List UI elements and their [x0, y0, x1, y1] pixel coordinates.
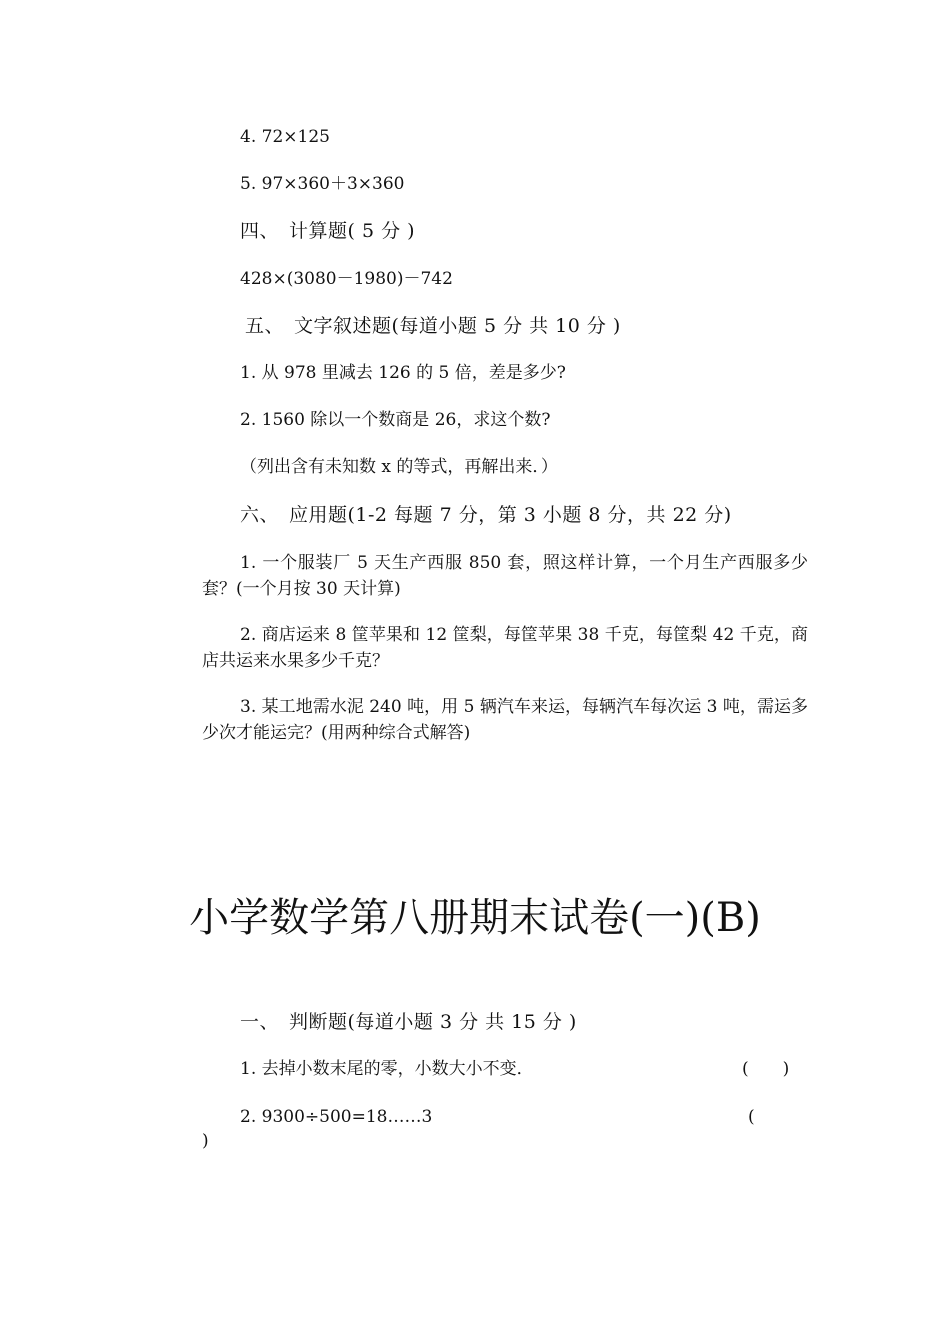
- question-5: 5. 97×360＋3×360: [240, 174, 405, 194]
- answer-bracket-close: ): [202, 1131, 209, 1151]
- section-5-question-1: 1. 从 978 里减去 126 的 5 倍，差是多少?: [240, 363, 566, 383]
- question-4: 4. 72×125: [240, 127, 330, 147]
- judgment-question-2: 2. 9300÷500=18……3: [240, 1107, 433, 1127]
- answer-bracket: ( ): [742, 1059, 790, 1079]
- answer-bracket-open: (: [748, 1107, 755, 1127]
- section-5-question-2: 2. 1560 除以一个数商是 26，求这个数?: [240, 410, 551, 430]
- section-6-question-2: 2. 商店运来 8 筐苹果和 12 筐梨，每筐苹果 38 千克，每筐梨 42 千克，商店共运来水果多少千克？: [202, 625, 808, 671]
- section-5-note: （列出含有未知数 x 的等式，再解出来．）: [240, 457, 558, 477]
- section-6-heading: 六、 应用题(1-2 每题 7 分，第 3 小题 8 分，共 22 分): [240, 504, 732, 526]
- section-5-heading: 五、 文字叙述题(每道小题 5 分 共 10 分 ): [245, 315, 621, 337]
- judgment-question-1: 1. 去掉小数末尾的零，小数大小不变．: [240, 1059, 534, 1079]
- section-4-expression: 428×(3080－1980)－742: [240, 269, 453, 289]
- exam-title: 小学数学第八册期末试卷(一)(B): [189, 895, 761, 941]
- section-4-heading: 四、 计算题( 5 分 ): [240, 220, 416, 242]
- section-6-question-3: 3. 某工地需水泥 240 吨，用 5 辆汽车来运，每辆汽车每次运 3 吨，需运多少次才能运完？(用两种综合式解答): [202, 697, 808, 743]
- judgment-section-heading: 一、 判断题(每道小题 3 分 共 15 分 ): [240, 1011, 577, 1033]
- section-6-question-1: 1. 一个服装厂 5 天生产西服 850 套，照这样计算，一个月生产西服多少套？(一个月按 30 天计算): [202, 553, 808, 599]
